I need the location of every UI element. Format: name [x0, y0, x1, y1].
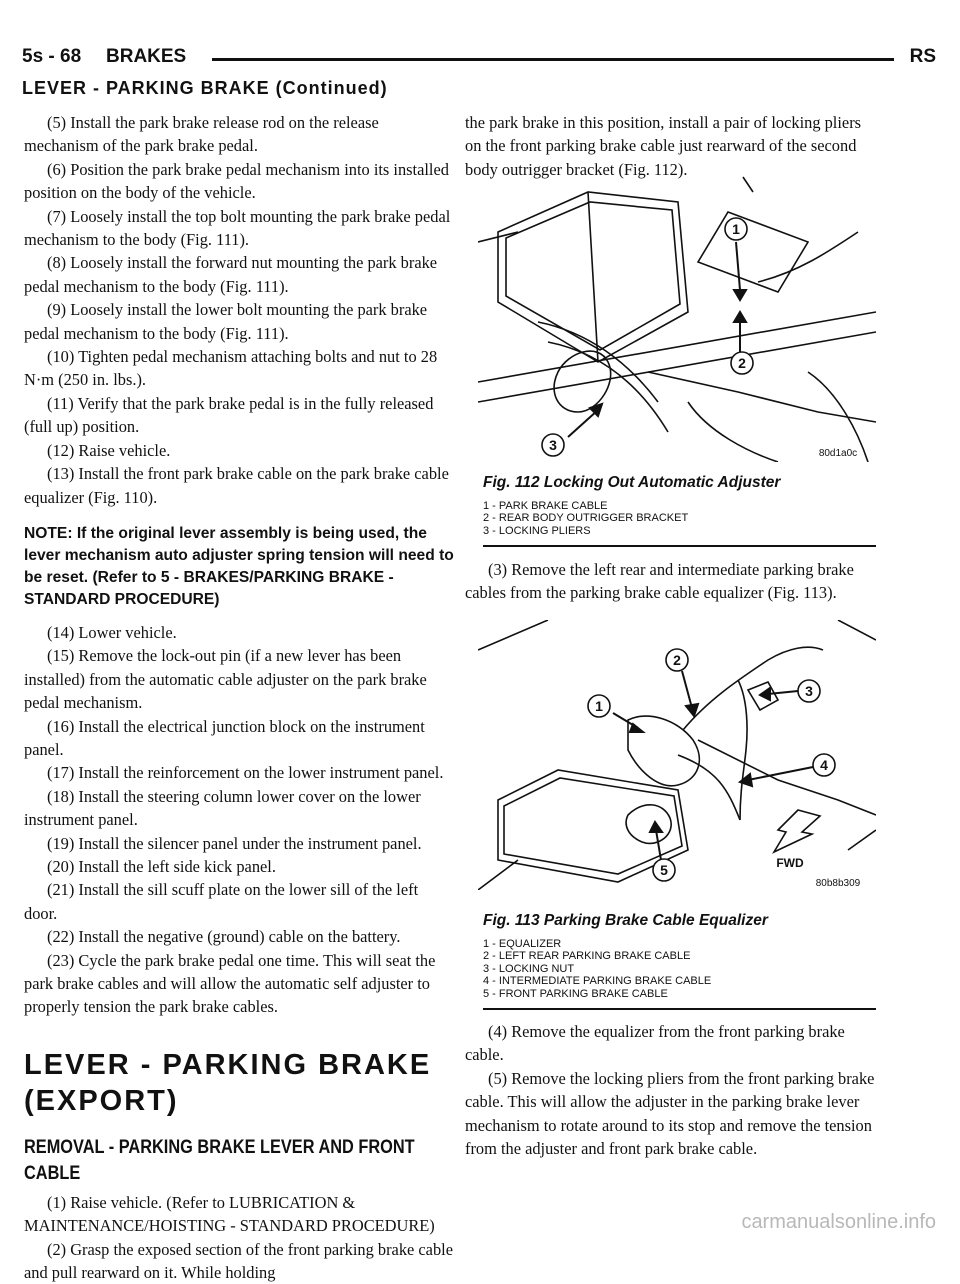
figure-112-illustration: [478, 172, 876, 462]
step-paragraph: (6) Position the park brake pedal mechanism into its installed position on the body of the vehicle.: [24, 159, 449, 203]
page-header: [22, 46, 936, 72]
step-paragraph: (12) Raise vehicle.: [47, 440, 171, 460]
step-paragraph: (1) Raise vehicle. (Refer to LUBRICATION & MAINTENANCE/HOISTING - STANDARD PROCEDURE): [24, 1192, 435, 1236]
step-paragraph: (11) Verify that the park brake pedal is in the fully released (full up) position.: [24, 393, 434, 437]
step-paragraph: (8) Loosely install the forward nut mounting the park brake pedal mechanism to the body (Fig. 111).: [24, 253, 438, 296]
legend-item: 4 - INTERMEDIATE PARKING BRAKE CABLE: [483, 975, 712, 988]
legend-item: 3 - LOCKING PLIERS: [483, 524, 591, 537]
step-paragraph: (16) Install the electrical junction block on the instrument panel.: [24, 716, 425, 759]
step-paragraph: (2) Grasp the exposed section of the front parking brake cable and pull rearward on it. While holding: [24, 1239, 453, 1283]
figure-112-legend: [483, 500, 688, 537]
header-rule: [212, 58, 894, 61]
step-paragraph: (15) Remove the lock-out pin (if a new lever has been installed) from the automatic cable adjuster on the park brake pedal mechanism.: [24, 646, 427, 713]
legend-rule: [483, 1008, 876, 1010]
step-paragraph: (22) Install the negative (ground) cable on the battery.: [47, 927, 401, 947]
continued-heading: LEVER - PARKING BRAKE (Continued): [22, 78, 388, 98]
step-paragraph: (14) Lower vehicle.: [47, 622, 177, 642]
fwd-label: FWD: [776, 856, 804, 870]
legend-item: 3 - LOCKING NUT: [483, 962, 575, 975]
step-paragraph: (21) Install the sill scuff plate on the lower sill of the left door.: [24, 880, 419, 923]
section-heading: LEVER - PARKING BRAKE (EXPORT): [24, 1048, 432, 1117]
figure-113-illustration: [478, 620, 876, 890]
watermark: carmanualsonline.info: [741, 1211, 936, 1233]
figure-113-legend: [483, 938, 711, 1000]
section-title: BRAKES: [106, 46, 187, 67]
figure-code: 80d1a0c: [818, 448, 858, 459]
model-code: RS: [909, 46, 936, 67]
right-column-steps: [465, 1020, 877, 1160]
step-paragraph: (5) Remove the locking pliers from the front parking brake cable. This will allow the adjuster in the parking brake lever mechanism to rotate around to its stop and remove the tension from the adjuster and front park brake cable.: [465, 1068, 875, 1159]
right-column-intro: [465, 111, 877, 181]
step-paragraph: the park brake in this position, install a pair of locking pliers on the front parking brake cable just rearward of the second body outrigger bracket (Fig. 112).: [465, 113, 862, 179]
step-paragraph: (3) Remove the left rear and intermediate parking brake cables from the parking brake cable equalizer (Fig. 113).: [465, 560, 854, 603]
callout-1: 1: [732, 221, 740, 237]
figure-112-caption: Fig. 112 Locking Out Automatic Adjuster: [483, 474, 781, 491]
legend-item: 2 - REAR BODY OUTRIGGER BRACKET: [483, 512, 689, 525]
legend-item: 5 - FRONT PARKING BRAKE CABLE: [483, 987, 668, 1000]
callout-2: 2: [673, 652, 681, 668]
right-column-step3: [465, 558, 877, 605]
step-paragraph: (9) Loosely install the lower bolt mounting the park brake pedal mechanism to the body (Fig. 111).: [24, 300, 428, 343]
callout-4: 4: [820, 757, 828, 773]
step-paragraph: (4) Remove the equalizer from the front parking brake cable.: [465, 1022, 845, 1065]
legend-rule: [483, 545, 876, 547]
step-paragraph: (20) Install the left side kick panel.: [47, 856, 276, 876]
step-paragraph: (10) Tighten pedal mechanism attaching bolts and nut to 28 N·m (250 in. lbs.).: [24, 347, 438, 390]
step-paragraph: (17) Install the reinforcement on the lower instrument panel.: [47, 763, 444, 783]
left-column: [24, 111, 454, 1284]
step-paragraph: (7) Loosely install the top bolt mounting the park brake pedal mechanism to the body (Fig. 111).: [24, 206, 451, 250]
figure-code: 80b8b309: [815, 878, 861, 889]
step-paragraph: (13) Install the front park brake cable on the park brake cable equalizer (Fig. 110).: [24, 464, 449, 507]
callout-1: 1: [595, 698, 603, 714]
callout-3: 3: [805, 683, 813, 699]
note-paragraph: NOTE: If the original lever assembly is being used, the lever mechanism auto adjuster spring tension will need to be reset. (Refer to 5 - BRAKES/PARKING BRAKE - STANDARD PROCEDURE): [24, 524, 454, 608]
step-paragraph: (5) Install the park brake release rod on the release mechanism of the park brake pedal.: [24, 113, 379, 156]
callout-2: 2: [738, 355, 746, 371]
callout-5: 5: [660, 862, 668, 878]
page-number: 5s - 68: [22, 46, 82, 67]
legend-item: 1 - PARK BRAKE CABLE: [483, 500, 608, 512]
callout-3: 3: [549, 437, 557, 453]
legend-item: 2 - LEFT REAR PARKING BRAKE CABLE: [483, 950, 691, 963]
figure-113-caption: Fig. 113 Parking Brake Cable Equalizer: [483, 912, 768, 929]
step-paragraph: (18) Install the steering column lower cover on the lower instrument panel.: [24, 786, 421, 830]
fwd-arrow-icon: [774, 810, 820, 852]
subsection-heading: REMOVAL - PARKING BRAKE LEVER AND FRONT CABLE: [24, 1136, 415, 1184]
step-paragraph: (23) Cycle the park brake pedal one time. This will seat the park brake cables and will allow the automatic self adjuster to properly tension the park brake cables.: [24, 950, 436, 1017]
legend-item: 1 - EQUALIZER: [483, 938, 562, 950]
step-paragraph: (19) Install the silencer panel under the instrument panel.: [47, 833, 422, 853]
